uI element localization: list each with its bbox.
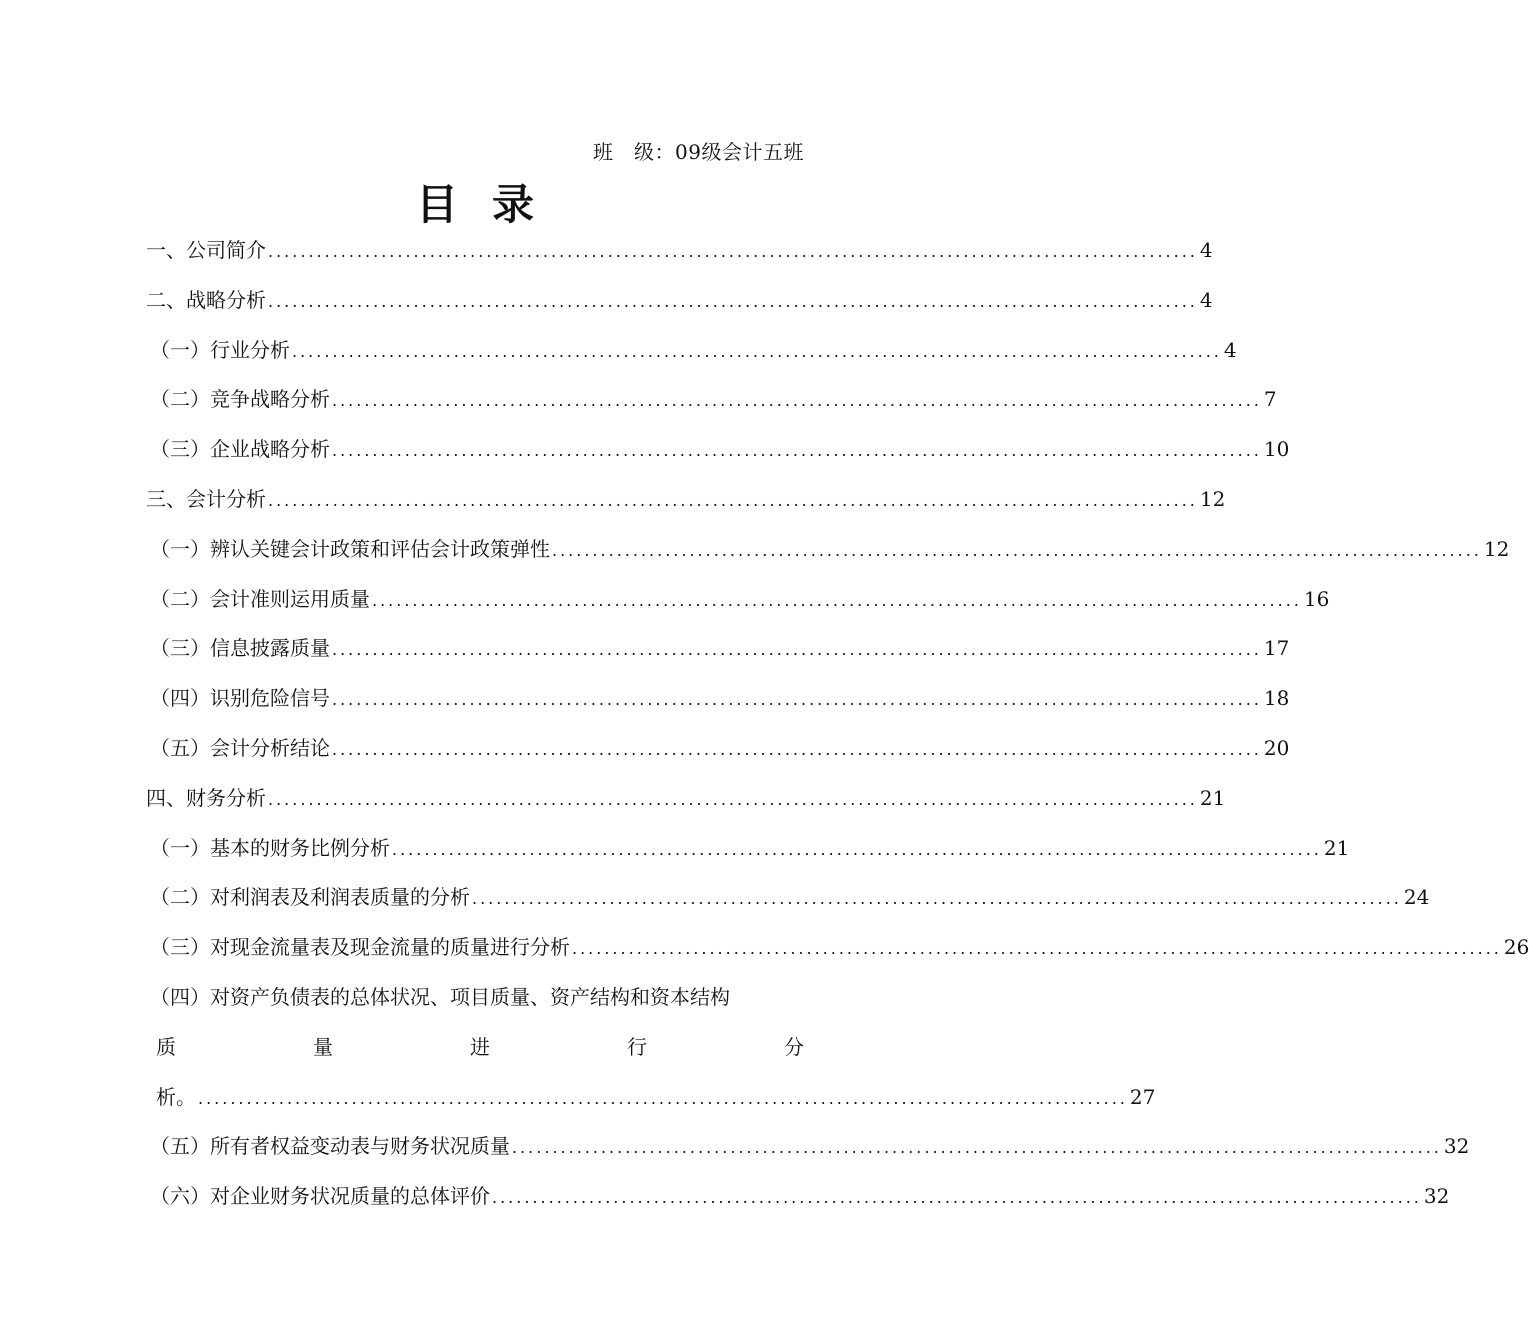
toc-leader-dots: ................................................................................................................... [268,291,1198,311]
toc-leader-dots: ................................................................................................................... [492,1188,1422,1208]
toc-page-number: 20 [1263,735,1290,760]
toc-page-number: 17 [1263,636,1290,661]
toc-entry-label: （三）信息披露质量 [150,636,330,661]
toc-page-number: 24 [1403,885,1430,910]
toc-entry-label: （六）对企业财务状况质量的总体评价 [150,1184,490,1209]
toc-leader-dots: ................................................................................................................... [268,789,1198,809]
toc-leader-dots: ................................................................................................................... [332,391,1262,411]
toc-entry[interactable] [146,873,1430,923]
toc-leader-dots: ................................................................................................................... [512,1138,1442,1158]
toc-entry[interactable] [146,226,1213,276]
toc-entry-label: （五）会计分析结论 [150,735,330,760]
toc-entry[interactable] [146,375,1277,425]
class-info: 班 级：09级会计五班 [592,140,804,164]
toc-entry[interactable] [146,824,1350,874]
justified-char: 分 [784,1034,804,1059]
toc-entry-label: （一）行业分析 [150,337,290,362]
toc-page-number: 32 [1443,1134,1470,1159]
toc-leader-dots: ................................................................................................................... [572,939,1502,959]
toc-entry[interactable] [146,575,1330,625]
toc-page-number: 4 [1199,287,1213,312]
toc-entry[interactable] [146,774,1226,824]
toc-leader-dots: ................................................................................................................... [268,242,1198,261]
toc-entry-label: （二）竞争战略分析 [150,387,330,412]
justified-char: 质 [156,1034,176,1059]
toc-title: 目录 [415,180,568,229]
toc-entry-label: 析。 [156,1084,196,1109]
toc-entry-label: （三）企业战略分析 [150,437,330,462]
toc-page-number: 10 [1263,437,1290,462]
toc-leader-dots: ................................................................................................................... [332,739,1262,759]
table-of-contents [146,226,1529,1222]
toc-entry-label: （一）辨认关键会计政策和评估会计政策弹性 [150,536,550,561]
toc-page-number: 12 [1199,486,1226,511]
toc-entry-label: （二）对利润表及利润表质量的分析 [150,885,470,910]
toc-entry-label-line3 [146,1073,1156,1123]
toc-entry[interactable] [146,425,1290,475]
toc-page-number: 4 [1223,337,1237,362]
toc-entry[interactable] [146,724,1290,774]
toc-leader-dots: ................................................................................................................... [372,590,1302,610]
justified-char: 量 [313,1034,333,1059]
toc-entry[interactable] [146,525,1510,575]
toc-page-number: 16 [1303,586,1330,611]
toc-entry-label: 二、战略分析 [146,287,266,312]
toc-page-number: 4 [1199,238,1213,262]
toc-entry-label: 一、公司简介 [146,238,266,262]
toc-leader-dots: ................................................................................................................... [472,889,1402,909]
toc-page-number: 32 [1423,1184,1450,1209]
toc-leader-dots: ................................................................................................................... [332,441,1262,461]
justified-char: 进 [470,1034,490,1059]
toc-entry-label-line2 [146,1023,804,1073]
toc-page-number: 12 [1483,536,1510,561]
toc-leader-dots: ................................................................................................................... [392,839,1322,859]
toc-entry[interactable] [146,1122,1470,1172]
toc-entry-label: 四、财务分析 [146,785,266,810]
toc-entry[interactable] [146,674,1290,724]
toc-entry-label: （四）识别危险信号 [150,686,330,711]
toc-page-number: 26 [1503,935,1529,960]
toc-page-number: 18 [1263,686,1290,711]
toc-entry-label-line1: （四）对资产负债表的总体状况、项目质量、资产结构和资本结构 [150,984,730,1009]
toc-entry-label: 三、会计分析 [146,486,266,511]
toc-page-number: 27 [1129,1084,1156,1109]
toc-leader-dots: ................................................................................................................... [268,490,1198,510]
toc-leader-dots: ................................................................................................................... [198,1088,1128,1108]
toc-entry-label: （一）基本的财务比例分析 [150,835,390,860]
toc-entry-label: （三）对现金流量表及现金流量的质量进行分析 [150,935,570,960]
toc-page-number: 7 [1263,387,1277,412]
toc-entry[interactable] [146,923,1529,973]
toc-page-number: 21 [1323,835,1350,860]
toc-page-number: 21 [1199,785,1226,810]
justified-char: 行 [627,1034,647,1059]
toc-entry[interactable] [146,475,1226,525]
toc-entry-wrapped[interactable] [146,973,1156,1122]
toc-entry[interactable] [146,276,1213,326]
toc-entry[interactable] [146,326,1237,376]
toc-entry[interactable] [146,1172,1450,1222]
toc-entry[interactable] [146,624,1290,674]
toc-leader-dots: ................................................................................................................... [292,341,1222,361]
toc-leader-dots: ................................................................................................................... [332,690,1262,710]
toc-entry-label: （五）所有者权益变动表与财务状况质量 [150,1134,510,1159]
toc-leader-dots: ................................................................................................................... [552,540,1482,560]
toc-leader-dots: ................................................................................................................... [332,640,1262,660]
toc-entry-label: （二）会计准则运用质量 [150,586,370,611]
